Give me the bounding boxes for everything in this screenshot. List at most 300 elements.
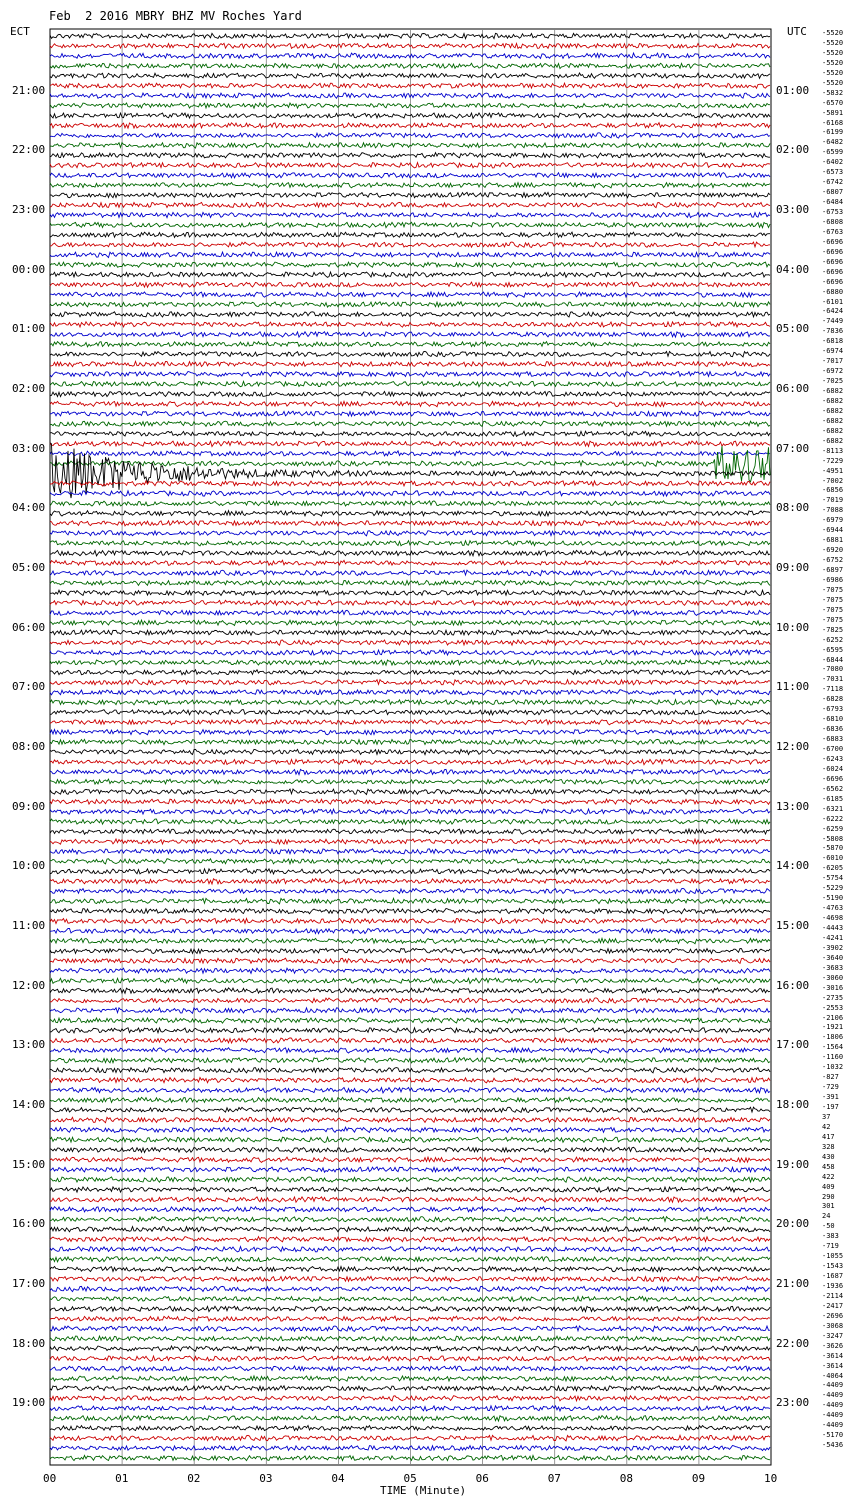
row-offset-value: -7836	[822, 327, 844, 336]
trace-row	[50, 372, 770, 377]
row-offset-value: -1055	[822, 1252, 844, 1261]
row-offset-value: -6696	[822, 774, 844, 783]
trace-row	[50, 312, 770, 317]
trace-row	[50, 1336, 770, 1341]
trace-row	[50, 361, 770, 366]
row-offset-value: -8113	[822, 446, 844, 455]
trace-row	[50, 1097, 770, 1102]
row-offset-value: -6168	[822, 118, 844, 127]
trace-row	[50, 1028, 770, 1033]
trace-row	[50, 1068, 770, 1073]
trace-row	[50, 809, 770, 814]
right-hour-label: 23:00	[776, 1396, 810, 1410]
row-offset-value: -4951	[822, 466, 844, 475]
left-hour-label: 13:00	[12, 1038, 46, 1052]
trace-row	[50, 262, 770, 267]
row-offset-value: -4409	[822, 1411, 844, 1420]
trace-row	[50, 710, 770, 715]
trace-row	[50, 183, 770, 188]
row-offset-value: -6881	[822, 536, 844, 545]
row-offset-value: -5520	[822, 48, 844, 57]
right-hour-label: 15:00	[776, 919, 810, 932]
right-hour-label: 22:00	[776, 1336, 810, 1350]
trace-row	[50, 1316, 770, 1321]
row-offset-value: -383	[822, 1232, 839, 1241]
trace-row	[50, 1296, 770, 1301]
trace-row	[50, 173, 770, 178]
trace-row	[50, 1247, 770, 1252]
trace-row	[50, 1435, 770, 1441]
row-offset-value: -5190	[822, 894, 844, 903]
row-offset-value: 417	[822, 1132, 835, 1141]
row-offset-value: -6807	[822, 188, 844, 197]
right-hour-label: 04:00	[776, 262, 810, 276]
trace-row	[50, 222, 770, 227]
trace-row	[50, 302, 770, 307]
row-offset-value: -6883	[822, 735, 844, 744]
row-offset-value: -5808	[822, 834, 844, 843]
trace-row	[50, 441, 770, 447]
trace-row	[50, 620, 770, 625]
row-offset-value: -3016	[822, 983, 844, 992]
row-offset-value: -4698	[822, 914, 844, 923]
row-offset-value: -7229	[822, 456, 844, 465]
trace-row	[50, 451, 770, 456]
row-offset-value: -6696	[822, 257, 844, 266]
row-offset-value: -6482	[822, 138, 844, 147]
row-offset-value: -6243	[822, 754, 844, 763]
left-hour-label: 12:00	[12, 978, 46, 992]
row-offset-value: -5520	[822, 38, 844, 47]
row-offset-value: -6882	[822, 396, 844, 405]
trace-row	[50, 869, 770, 874]
row-offset-value: -3626	[822, 1341, 844, 1350]
row-offset-value: -3247	[822, 1331, 844, 1340]
x-tick-label: 03	[259, 1472, 273, 1485]
trace-row	[50, 998, 770, 1003]
row-offset-value: -7075	[822, 615, 844, 624]
trace-row	[50, 1286, 770, 1291]
row-offset-value: -6222	[822, 814, 844, 823]
trace-row	[50, 1426, 770, 1431]
row-offset-value: -197	[822, 1103, 839, 1111]
row-offset-value: -4409	[822, 1391, 844, 1400]
row-offset-value: -6573	[822, 168, 844, 177]
left-hour-label: 04:00	[12, 501, 46, 515]
row-offset-value: -50	[822, 1222, 835, 1231]
trace-row	[50, 73, 770, 78]
trace-row	[50, 133, 770, 138]
row-offset-value: -6696	[822, 277, 844, 286]
left-hour-label: 08:00	[12, 740, 46, 753]
trace-row	[50, 392, 770, 397]
row-offset-value: -391	[822, 1093, 839, 1102]
trace-row	[50, 918, 770, 923]
trace-row	[50, 1346, 770, 1351]
row-offset-value: -3683	[822, 963, 844, 972]
row-offset-value: -1687	[822, 1272, 844, 1281]
right-hour-label: 21:00	[776, 1277, 810, 1290]
row-offset-value: 37	[822, 1112, 831, 1121]
row-offset-value: -729	[822, 1083, 839, 1092]
trace-row	[50, 143, 770, 149]
row-offset-value: 430	[822, 1152, 835, 1161]
row-offset-value: 409	[822, 1182, 835, 1191]
left-hour-label: 14:00	[12, 1098, 46, 1111]
trace-row	[50, 33, 770, 38]
row-offset-value: -6700	[822, 745, 844, 753]
right-hour-label: 09:00	[776, 561, 810, 574]
row-offset-value: -7075	[822, 585, 844, 594]
left-hour-label: 09:00	[12, 799, 46, 813]
row-offset-value: -4443	[822, 924, 844, 932]
trace-row	[50, 1237, 770, 1242]
row-offset-value: 422	[822, 1172, 835, 1181]
x-tick-label: 01	[115, 1472, 129, 1485]
trace-row	[50, 252, 770, 257]
trace-row	[50, 113, 770, 118]
trace-row	[50, 63, 770, 68]
trace-row	[50, 829, 770, 834]
left-hour-label: 10:00	[12, 859, 46, 873]
row-offset-value: -6752	[822, 556, 844, 565]
trace-row	[50, 242, 770, 247]
row-offset-value: -5520	[822, 68, 844, 77]
trace-row	[50, 720, 770, 725]
trace-row	[50, 1177, 770, 1182]
right-hour-label: 11:00	[776, 680, 810, 694]
trace-row	[50, 1078, 770, 1083]
x-tick-label: 09	[691, 1472, 706, 1485]
row-offset-value: -7019	[822, 496, 844, 505]
trace-row	[50, 650, 770, 655]
row-offset-value: -6252	[822, 635, 844, 644]
row-offset-value: -4763	[822, 904, 844, 913]
x-tick-label: 02	[187, 1472, 201, 1485]
trace-row	[50, 1366, 770, 1371]
trace-row	[50, 1187, 770, 1192]
trace-row	[50, 968, 770, 973]
trace-row	[50, 600, 770, 605]
x-tick-label: 04	[331, 1472, 345, 1485]
row-offset-value: -5229	[822, 884, 844, 893]
trace-row	[50, 670, 770, 675]
trace-row	[50, 1306, 770, 1311]
row-offset-value: -6979	[822, 516, 844, 525]
left-hour-label: 02:00	[12, 382, 46, 395]
row-offset-value: -3640	[822, 953, 844, 962]
row-offset-value: -2114	[822, 1291, 844, 1300]
trace-row	[50, 501, 770, 506]
trace-row	[50, 729, 770, 734]
trace-row	[50, 1257, 770, 1262]
trace-row	[50, 1197, 770, 1202]
trace-row	[50, 342, 770, 347]
trace-row	[50, 879, 770, 885]
row-offset-value: -4409	[822, 1401, 844, 1410]
trace-row	[50, 153, 770, 158]
trace-row	[50, 202, 770, 207]
x-tick-label: 06	[475, 1472, 489, 1485]
trace-row	[50, 909, 770, 914]
row-offset-value: -3068	[822, 1321, 844, 1330]
row-offset-value: 328	[822, 1142, 835, 1151]
row-offset-value: -6944	[822, 526, 844, 535]
trace-row	[50, 1276, 770, 1281]
trace-row	[50, 938, 770, 943]
row-offset-value: -1564	[822, 1043, 844, 1052]
row-offset-value: -6185	[822, 794, 844, 803]
trace-row	[50, 481, 770, 486]
trace-row	[50, 988, 770, 993]
right-hour-label: 02:00	[776, 143, 810, 157]
right-hour-label: 05:00	[776, 322, 810, 336]
row-offset-value: -1032	[822, 1063, 844, 1072]
row-offset-value: 301	[822, 1202, 835, 1211]
trace-row	[50, 332, 770, 337]
x-tick-label: 00	[43, 1472, 57, 1485]
trace-row	[50, 1157, 770, 1162]
trace-row	[50, 511, 770, 516]
row-offset-value: 24	[822, 1212, 831, 1221]
left-hour-label: 11:00	[12, 919, 46, 932]
row-offset-value: -3902	[822, 943, 844, 952]
row-offset-value: -6599	[822, 148, 844, 157]
right-hour-label: 03:00	[776, 203, 810, 216]
row-offset-value: -5436	[822, 1441, 844, 1450]
trace-row	[50, 1127, 770, 1132]
trace-row	[50, 123, 770, 129]
trace-row	[50, 1386, 770, 1391]
row-offset-value: -6742	[822, 178, 844, 187]
row-offset-value: -2417	[822, 1301, 844, 1310]
row-offset-value: -6562	[822, 784, 844, 793]
row-offset-value: -6199	[822, 128, 844, 137]
trace-row	[50, 1008, 770, 1014]
trace-row	[50, 491, 770, 496]
trace-row	[50, 630, 770, 635]
row-offset-value: -6836	[822, 725, 844, 734]
left-hour-label: 00:00	[12, 262, 46, 276]
trace-row	[50, 898, 770, 904]
trace-row	[50, 1038, 770, 1043]
trace-row	[50, 978, 770, 983]
trace-row	[50, 819, 770, 824]
row-offset-value: -6808	[822, 217, 844, 226]
row-offset-value: -6696	[822, 267, 844, 276]
row-offset-value: -5520	[822, 78, 844, 87]
trace-row	[50, 739, 770, 744]
row-offset-value: -4064	[822, 1371, 844, 1380]
trace-row	[50, 929, 770, 934]
row-offset-value: -6010	[822, 854, 844, 863]
trace-row	[50, 1406, 770, 1411]
right-timezone-label: UTC	[787, 25, 807, 38]
row-offset-value: -719	[822, 1242, 839, 1251]
trace-row	[50, 1107, 770, 1112]
left-hour-label: 23:00	[12, 203, 46, 216]
row-offset-value: -7118	[822, 685, 844, 694]
x-axis-label: TIME (Minute)	[380, 1484, 467, 1497]
trace-row	[50, 43, 770, 48]
row-offset-value: 290	[822, 1192, 835, 1201]
row-offset-value: -6844	[822, 655, 844, 664]
row-offset-value: -7025	[822, 377, 844, 386]
row-offset-value: -7017	[822, 357, 844, 366]
row-offset-value: -1543	[822, 1262, 844, 1271]
left-hour-label: 06:00	[12, 620, 46, 634]
row-offset-value: -5832	[822, 88, 844, 97]
x-tick-label: 05	[403, 1472, 417, 1485]
left-hour-label: 19:00	[12, 1396, 46, 1410]
row-offset-value: -3614	[822, 1361, 844, 1370]
page-title: Feb 2 2016 MBRY BHZ MV Roches Yard	[49, 9, 302, 23]
left-hour-label: 21:00	[12, 83, 46, 97]
row-offset-value: -5170	[822, 1431, 844, 1440]
row-offset-value: -2553	[822, 1003, 844, 1012]
row-offset-value: -6882	[822, 387, 844, 395]
trace-row	[50, 799, 770, 804]
trace-row	[50, 1137, 770, 1142]
trace-row	[50, 1217, 770, 1223]
row-offset-value: -6882	[822, 436, 844, 445]
trace-row	[50, 948, 770, 953]
trace-row	[50, 859, 770, 864]
trace-row	[50, 610, 770, 615]
trace-row	[50, 322, 770, 327]
row-offset-value: -6321	[822, 804, 844, 813]
row-offset-value: -2735	[822, 993, 844, 1002]
row-offset-value: -5870	[822, 844, 844, 853]
trace-row	[50, 531, 770, 536]
row-offset-value: -1160	[822, 1053, 844, 1062]
trace-row	[50, 839, 770, 844]
row-offset-value: -6828	[822, 695, 844, 704]
trace-row	[50, 163, 770, 168]
row-offset-value: -5891	[822, 108, 844, 117]
row-offset-value: -1936	[822, 1282, 844, 1290]
right-hour-label: 07:00	[776, 441, 810, 455]
trace-row	[50, 759, 770, 764]
right-hour-label: 17:00	[776, 1038, 810, 1052]
trace-row	[50, 521, 770, 526]
row-offset-value: -6974	[822, 347, 844, 356]
trace-row	[50, 1356, 770, 1361]
row-offset-value: -7075	[822, 595, 844, 604]
left-hour-label: 15:00	[12, 1157, 46, 1171]
trace-row	[50, 580, 770, 585]
trace-row	[50, 789, 770, 795]
row-offset-value: -7031	[822, 675, 844, 684]
left-hour-label: 17:00	[12, 1277, 46, 1290]
row-offset-value: -7075	[822, 605, 844, 614]
right-hour-label: 08:00	[776, 501, 810, 515]
row-offset-value: -6205	[822, 864, 844, 873]
row-offset-value: -1806	[822, 1033, 844, 1042]
row-offset-value: 42	[822, 1122, 831, 1131]
row-offset-value: -6424	[822, 307, 844, 316]
row-offset-value: -3060	[822, 973, 844, 982]
row-offset-value: -6101	[822, 297, 844, 306]
trace-row	[50, 351, 770, 357]
x-tick-label: 10	[764, 1472, 778, 1485]
row-offset-value: -6897	[822, 566, 844, 574]
right-hour-label: 20:00	[776, 1217, 810, 1231]
row-offset-value: -6259	[822, 824, 844, 833]
trace-row	[50, 272, 770, 277]
trace-row	[50, 232, 770, 237]
row-offset-value: -6810	[822, 715, 844, 724]
row-offset-value: -1921	[822, 1023, 844, 1032]
trace-row	[50, 1416, 770, 1421]
row-offset-value: -7080	[822, 665, 844, 674]
x-tick-label: 07	[547, 1472, 561, 1485]
row-offset-value: -6882	[822, 416, 844, 425]
row-offset-value: -4241	[822, 933, 844, 942]
row-offset-value: -4409	[822, 1381, 844, 1390]
row-offset-value: 458	[822, 1162, 835, 1171]
trace-row	[50, 1117, 770, 1123]
row-offset-value: -5754	[822, 874, 844, 883]
trace-row	[50, 431, 770, 436]
trace-row	[50, 212, 770, 217]
trace-row	[50, 680, 770, 686]
trace-row	[50, 690, 770, 695]
trace-row	[50, 1147, 770, 1152]
trace-row	[50, 849, 770, 854]
trace-row	[50, 1058, 770, 1063]
trace-row	[50, 958, 770, 963]
trace-row	[50, 1167, 770, 1172]
trace-row	[50, 381, 770, 386]
right-hour-label: 18:00	[776, 1098, 810, 1111]
row-offset-value: -6972	[822, 367, 844, 376]
row-offset-value: -827	[822, 1073, 839, 1082]
trace-row	[50, 749, 770, 754]
trace-row	[50, 1326, 770, 1332]
row-offset-value: -6402	[822, 158, 844, 167]
right-hour-label: 16:00	[776, 978, 810, 992]
trace-row	[50, 411, 770, 416]
row-offset-value: -6570	[822, 98, 844, 107]
trace-row	[50, 1396, 770, 1401]
trace-row	[50, 1048, 770, 1053]
row-offset-value: -7088	[822, 506, 844, 515]
row-offset-value: -5520	[822, 29, 844, 37]
left-hour-label: 16:00	[12, 1217, 46, 1231]
row-offset-value: -6484	[822, 198, 844, 207]
row-offset-value: -6882	[822, 426, 844, 435]
left-hour-label: 18:00	[12, 1336, 46, 1350]
trace-row	[50, 550, 770, 556]
right-hour-label: 13:00	[776, 799, 810, 813]
row-offset-value: -6880	[822, 287, 844, 296]
row-offset-value: -6696	[822, 247, 844, 256]
row-offset-value: -7825	[822, 625, 844, 634]
left-hour-label: 03:00	[12, 441, 46, 455]
row-offset-value: -6696	[822, 237, 844, 246]
trace-row	[50, 769, 770, 774]
row-offset-value: -6793	[822, 705, 844, 714]
trace-row	[50, 700, 770, 705]
trace-row	[50, 1088, 770, 1093]
trace-row	[50, 401, 770, 406]
right-hour-label: 12:00	[776, 740, 810, 753]
trace-row	[50, 421, 770, 426]
left-hour-label: 07:00	[12, 680, 46, 694]
row-offset-value: -6882	[822, 406, 844, 415]
trace-row	[50, 1376, 770, 1381]
